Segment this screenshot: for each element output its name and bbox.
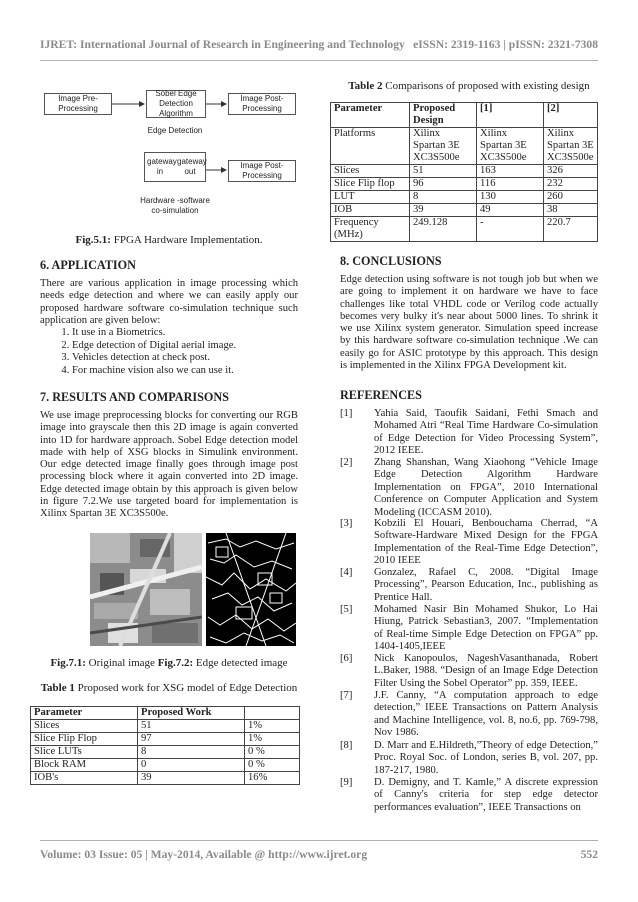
table-row [31, 746, 300, 759]
reference-number: [9] [340, 777, 353, 788]
page-number: 552 [580, 848, 598, 861]
table-header-row [331, 103, 598, 128]
reference-item [340, 408, 598, 458]
footer-volume-text: Volume: 03 Issue: 05 | May-2014, Available @ [40, 848, 269, 861]
reference-text: Yahia Said, Taoufik Saidani, Fethi Smach and Mohamed Atri “Real Time Hardware Co-simulation of Edge Detection for Video Processing System”, 2012 IEEE. [374, 408, 598, 457]
table-cell: 39 [138, 772, 245, 785]
sobel-label: Sobel Edge Detection Algorithm [155, 89, 197, 118]
footer-volume [40, 848, 367, 861]
table-header-row [31, 707, 300, 720]
section-8-paragraph: Edge detection using software is not tough job but when we are going to implement it on hardware we have to face challenges like total VHDL code or Verilog code actually becomes very bulky it's near about 5000 lines. To shrink it we use Xilinx system generator. Simulation speed increase by this hardware software co-simulation technique .We can easily go for ASIC prototype by this approach. This design is implemented in the Xilinx FPGA Development kit. [340, 274, 598, 372]
gateway-block [144, 152, 206, 182]
table-row [331, 204, 598, 217]
table-row [31, 759, 300, 772]
image-postprocessing-label: Image Post-Processing [240, 94, 284, 113]
table-row [331, 217, 598, 242]
table-1-caption-label: Table 1 [40, 682, 75, 694]
table-2-caption-text: Comparisons of proposed with existing design [382, 80, 590, 92]
table-header-cell: [2] [544, 103, 598, 128]
section-6-heading: 6. APPLICATION [40, 258, 136, 272]
fig-7-caption [40, 657, 298, 669]
table-row [331, 165, 598, 178]
header-divider [40, 60, 598, 61]
reference-text: Kobzili El Houari, Benbouchama Cherrad, “A Software-Hardware Mixed Design for the FPGA Implementation of the Real-Time Edge Detection”, 2010 IEEE [374, 518, 598, 567]
table-header-cell: Proposed Work [138, 707, 245, 720]
table-header-cell: Parameter [331, 103, 410, 128]
list-item: 2. Edge detection of Digital aerial image. [72, 340, 298, 353]
table-cell: 39 [410, 204, 477, 217]
table-cell: IOB [331, 204, 410, 217]
edge-image-graphic [206, 533, 296, 646]
fig-7-1-caption-label: Fig.7.1: [50, 657, 86, 669]
table-cell: - [477, 217, 544, 242]
table-2-caption-label: Table 2 [348, 80, 383, 92]
table-cell: 260 [544, 191, 598, 204]
table-cell: 49 [477, 204, 544, 217]
sobel-block [146, 90, 206, 118]
table-cell: Xilinx Spartan 3E XC3S500e [544, 128, 598, 165]
table-header-cell: [1] [477, 103, 544, 128]
table-cell: 8 [410, 191, 477, 204]
section-7-paragraph: We use image preprocessing blocks for converting our RGB image into grayscale then this 2D image is again converted into 1D for hardware approach. Sobel Edge detection model made with help of XSG blocks in Simulink environment. Our edge detected image finally goes through image post processing block where it again converted into 2D image. Edge detected image obtain by this approach is given below in figure 7.2.We use targeted board for implementation is Xilinx Spartan 3E XC3S500e. [40, 410, 298, 520]
image-postprocessing-block [228, 93, 296, 115]
table-cell: IOB's [31, 772, 138, 785]
fig-5-1-caption-text: FPGA Hardware Implementation. [110, 234, 263, 246]
references-heading: REFERENCES [340, 388, 422, 402]
table-cell: 232 [544, 178, 598, 191]
table-cell: 16% [245, 772, 300, 785]
gateway-in-label: gateway in [147, 157, 177, 176]
journal-title: IJRET: International Journal of Research in Engineering and Technology [40, 38, 405, 51]
reference-item [340, 518, 598, 568]
table-2 [330, 102, 598, 242]
running-footer [40, 848, 598, 861]
reference-item [340, 567, 598, 604]
table-row [31, 772, 300, 785]
table-cell: 1% [245, 733, 300, 746]
reference-number: [4] [340, 567, 353, 578]
footer-divider [40, 840, 598, 841]
table-1-caption [40, 682, 298, 694]
list-item: 4. For machine vision also we can use it. [72, 365, 298, 378]
table-cell: Slices [331, 165, 410, 178]
table-1-caption-text: Proposed work for XSG model of Edge Detection [74, 682, 298, 694]
image-preprocessing-label: Image Pre-Processing [58, 94, 98, 113]
table-cell: 1% [245, 720, 300, 733]
application-list [40, 327, 298, 377]
reference-item [340, 457, 598, 519]
reference-text: D. Demigny, and T. Kamle,” A discrete expression of Canny's criteria for step edge detector performances evaluation”, IEEE Transactions on [374, 777, 598, 813]
reference-number: [1] [340, 408, 353, 419]
running-header [40, 38, 598, 51]
table-cell: Block RAM [31, 759, 138, 772]
reference-text: J.F. Canny, “A computation approach to edge detection,” IEEE Transactions on Pattern Analysis and Machine Intelligence, vol. 8, no.6, pp. 769-798, Nov 1986. [374, 690, 598, 739]
reference-number: [6] [340, 653, 353, 664]
table-cell: 116 [477, 178, 544, 191]
table-row [31, 733, 300, 746]
issn: eISSN: 2319-1163 | pISSN: 2321-7308 [413, 38, 598, 51]
table-cell: 220.7 [544, 217, 598, 242]
table-cell: 0 % [245, 746, 300, 759]
table-cell: Frequency (MHz) [331, 217, 410, 242]
section-6-paragraph: There are various application in image processing which needs edge detection and where we can easily apply our proposed hardware software co-simulation technique such application are given below: [40, 278, 298, 326]
image-postprocessing-block-2 [228, 160, 296, 182]
fig-5-1-diagram [40, 80, 300, 230]
table-header-cell [245, 707, 300, 720]
table-header-cell: Parameter [31, 707, 138, 720]
edge-detected-image [206, 533, 296, 646]
table-1 [30, 706, 300, 785]
table-cell: 51 [410, 165, 477, 178]
image-preprocessing-block [44, 93, 112, 115]
list-item: 1. It use in a Biometrics. [72, 327, 298, 340]
reference-item [340, 690, 598, 740]
table-cell: Xilinx Spartan 3E XC3S500e [410, 128, 477, 165]
table-cell: 51 [138, 720, 245, 733]
table-cell: 249.128 [410, 217, 477, 242]
fig-7-2-caption-text: Edge detected image [193, 657, 288, 669]
table-2-caption [340, 80, 598, 92]
table-cell: Platforms [331, 128, 410, 165]
fig-7-2-caption-label: Fig.7.2: [157, 657, 194, 669]
table-cell: 97 [138, 733, 245, 746]
table-cell: 326 [544, 165, 598, 178]
reference-item [340, 777, 598, 814]
reference-text: Mohamed Nasir Bin Mohamed Shukor, Lo Hai Hiung, Patrick Sebastian3, 2007. “Implementation of Real-time Simple Edge Detection on FPGA” pp. 1404-1405,IEEE [374, 604, 598, 653]
fig-5-1-caption [40, 234, 298, 246]
table-row [331, 191, 598, 204]
reference-item [340, 653, 598, 690]
table-cell: 96 [410, 178, 477, 191]
reference-number: [7] [340, 690, 353, 701]
table-cell: 38 [544, 204, 598, 217]
edge-detection-label: Edge Detection [147, 126, 203, 135]
reference-text: D. Marr and E.Hildreth,”Theory of edge Detection,” Proc. Royal Soc. of London, series B, vol. 207, pp. 187-217, 1980. [374, 740, 598, 776]
table-cell: 130 [477, 191, 544, 204]
reference-text: Gonzalez, Rafael C, 2008. “Digital Image Processing”, Pearson Education, Inc., publishing as Prentice Hall. [374, 567, 598, 603]
fig-5-1-caption-label: Fig.5.1: [75, 234, 111, 246]
journal-url-link[interactable]: http://www.ijret.org [268, 848, 368, 861]
hw-sw-cosim-label: Hardware -software co-simulation [140, 196, 210, 215]
table-row [331, 128, 598, 165]
table-row [331, 178, 598, 191]
reference-item [340, 740, 598, 777]
reference-item [340, 604, 598, 654]
list-item: 3. Vehicles detection at check post. [72, 352, 298, 365]
section-7-heading: 7. RESULTS AND COMPARISONS [40, 390, 229, 404]
table-header-cell: Proposed Design [410, 103, 477, 128]
table-row [31, 720, 300, 733]
table-cell: 163 [477, 165, 544, 178]
fig-7-1-caption-text: Original image [85, 657, 158, 669]
table-cell: Slice LUTs [31, 746, 138, 759]
gateway-out-label: gateway out [177, 157, 207, 176]
reference-text: Zhang Shanshan, Wang Xiaohong “Vehicle Image Edge Detection Algorithm Hardware Implementation on FPGA”, 2010 International Conference on Computer Application and System Modeling (ICCASM 2010). [374, 457, 598, 518]
table-cell: 8 [138, 746, 245, 759]
table-cell: 0 % [245, 759, 300, 772]
table-cell: Slices [31, 720, 138, 733]
section-8-heading: 8. CONCLUSIONS [340, 254, 442, 268]
table-cell: LUT [331, 191, 410, 204]
image-postprocessing-label-2: Image Post-Processing [240, 161, 284, 180]
original-image-graphic [90, 533, 202, 646]
table-cell: Slice Flip flop [331, 178, 410, 191]
reference-number: [3] [340, 518, 353, 529]
reference-number: [2] [340, 457, 353, 468]
reference-text: Nick Kanopoulos, NageshVasanthanada, Robert L.Baker, 1988. “Design of an Image Edge Detection Filter Using the Sobel Operator” pp. 359, IEEE. [374, 653, 598, 689]
table-cell: Slice Flip Flop [31, 733, 138, 746]
table-cell: Xilinx Spartan 3E XC3S500e [477, 128, 544, 165]
reference-number: [8] [340, 740, 353, 751]
original-aerial-image [90, 533, 202, 646]
reference-number: [5] [340, 604, 353, 615]
table-cell: 0 [138, 759, 245, 772]
